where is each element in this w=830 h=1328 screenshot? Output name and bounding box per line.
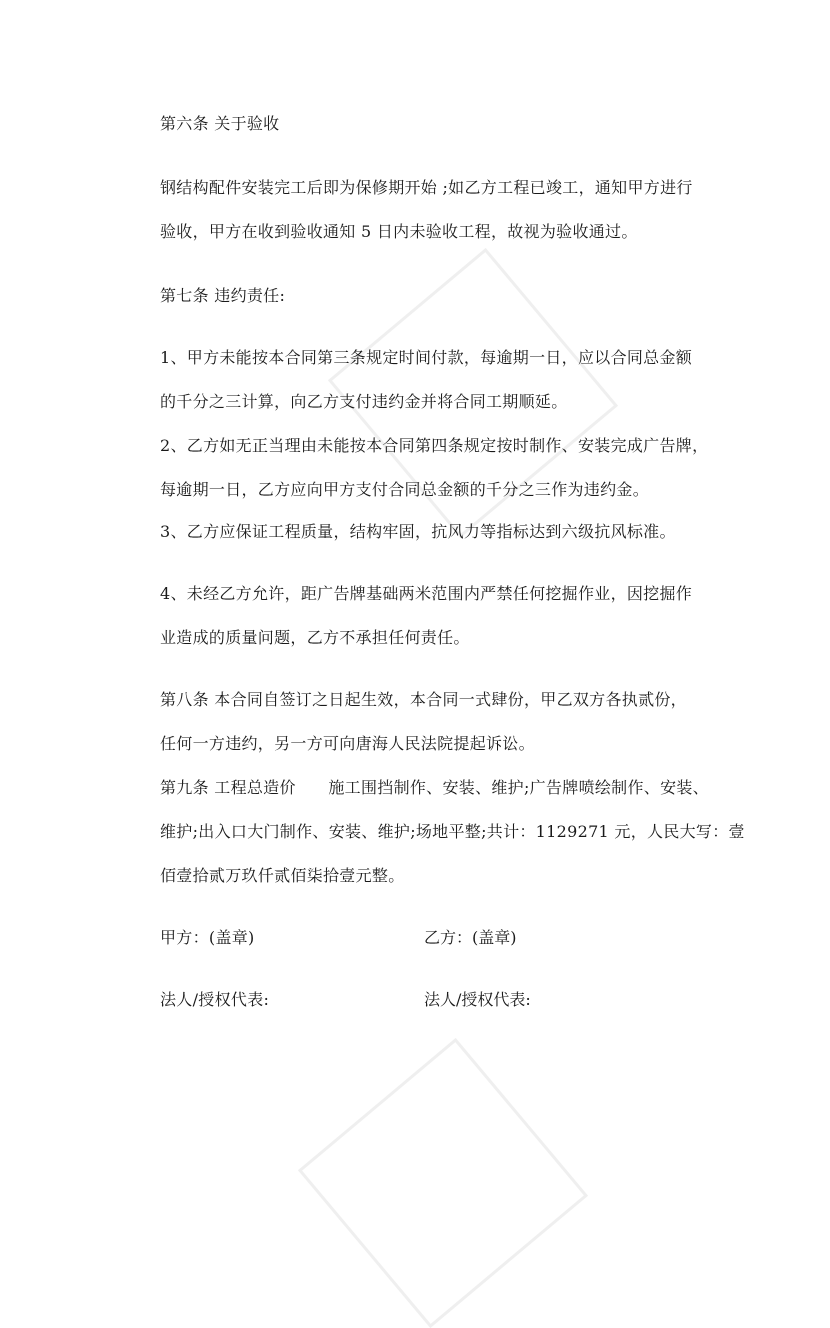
article9-line-2: 维护;出入口大门制作、安装、维护;场地平整;共计：1129271 元，人民大写：壹 [160, 822, 745, 841]
article6-para-line-2: 验收，甲方在收到验收通知 5 日内未验收工程，故视为验收通过。 [160, 222, 638, 241]
party-b-representative: 法人/授权代表: [424, 990, 531, 1009]
article6-para-line-1: 钢结构配件安装完工后即为保修期开始 ;如乙方工程已竣工，通知甲方进行 [160, 178, 693, 197]
article8-line-2: 任何一方违约，另一方可向唐海人民法院提起诉讼。 [160, 734, 535, 753]
article7-item2-line-2: 每逾期一日，乙方应向甲方支付合同总金额的千分之三作为违约金。 [160, 480, 650, 499]
article9-line-1: 第九条 工程总造价 施工围挡制作、安装、维护;广告牌喷绘制作、安装、 [160, 778, 709, 797]
article8-line-1: 第八条 本合同自签订之日起生效，本合同一式肆份，甲乙双方各执贰份， [160, 690, 687, 709]
article7-item2-line-1: 2、乙方如无正当理由未能按本合同第四条规定按时制作、安装完成广告牌， [160, 436, 709, 455]
article7-item4-line-2: 业造成的质量问题，乙方不承担任何责任。 [160, 628, 470, 647]
watermark-stamp-lower [298, 1038, 588, 1328]
article6-heading: 第六条 关于验收 [160, 114, 280, 133]
article7-item3-line-1: 3、乙方应保证工程质量，结构牢固，抗风力等指标达到六级抗风标准。 [160, 522, 676, 541]
article7-item1-line-1: 1、甲方未能按本合同第三条规定时间付款，每逾期一日，应以合同总金额 [160, 348, 693, 367]
article7-heading: 第七条 违约责任: [160, 286, 286, 305]
party-a-seal: 甲方：(盖章) [160, 928, 255, 947]
party-a-representative: 法人/授权代表: [160, 990, 270, 1009]
article7-item1-line-2: 的千分之三计算，向乙方支付违约金并将合同工期顺延。 [160, 392, 568, 411]
article9-line-3: 佰壹拾贰万玖仟贰佰柒拾壹元整。 [160, 866, 405, 885]
party-b-seal: 乙方：(盖章) [424, 928, 517, 947]
article7-item4-line-1: 4、未经乙方允许，距广告牌基础两米范围内严禁任何挖掘作业，因挖掘作 [160, 584, 693, 603]
